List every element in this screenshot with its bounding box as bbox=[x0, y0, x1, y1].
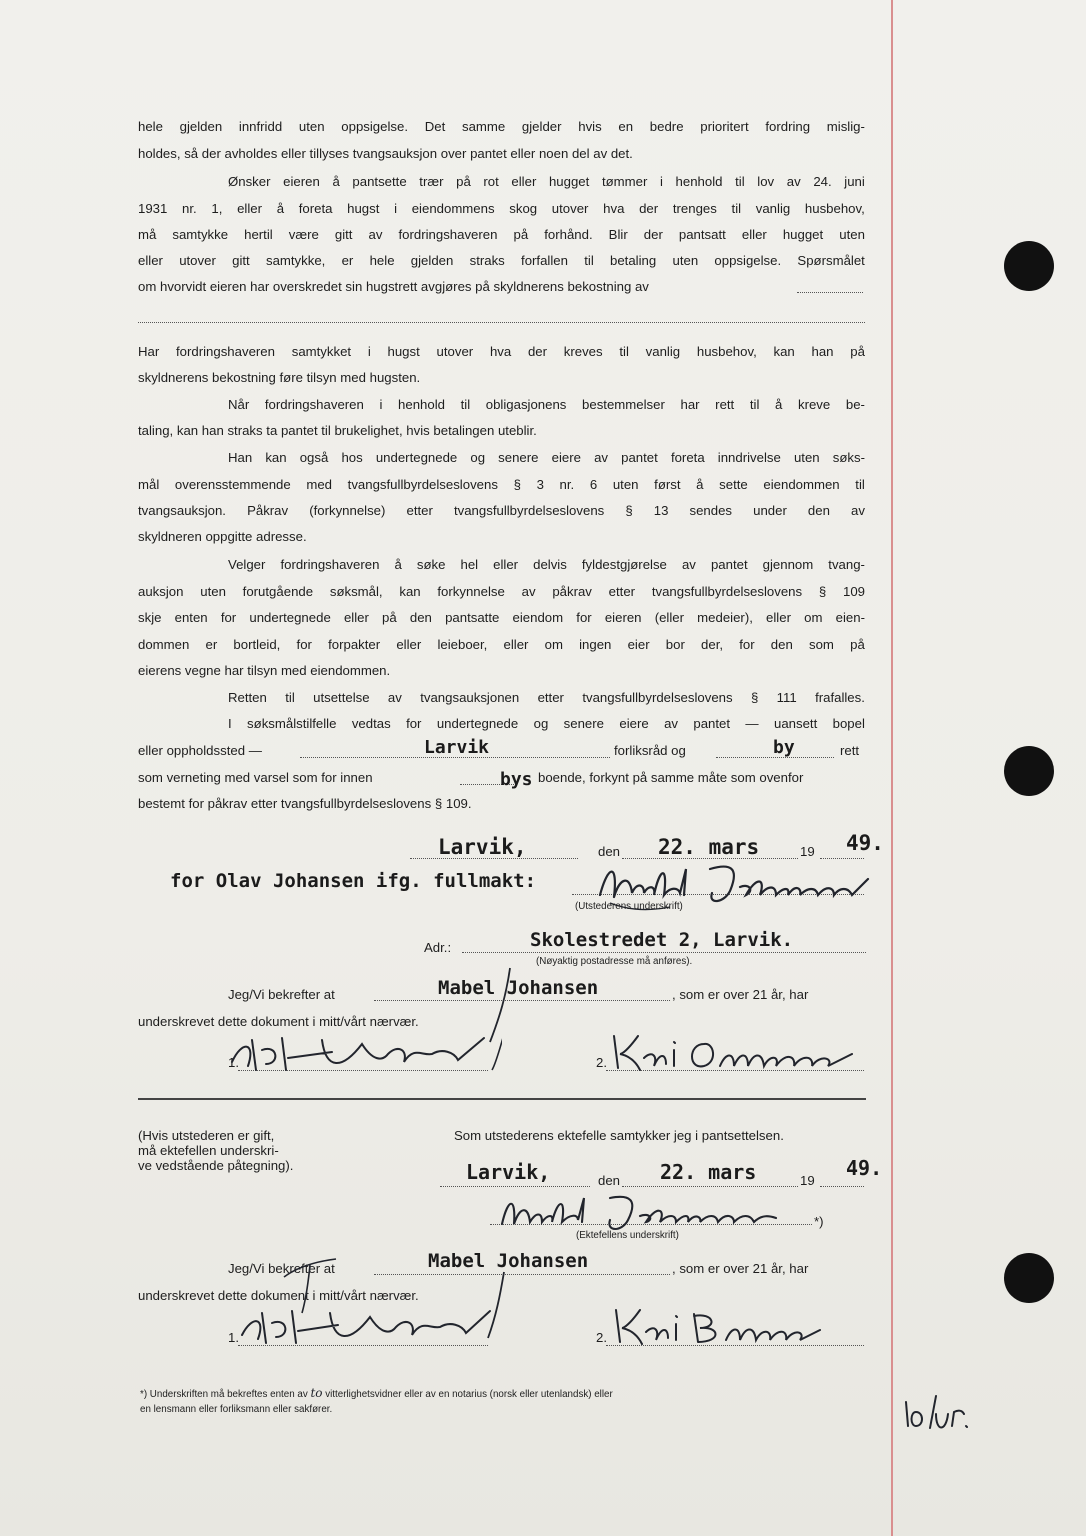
confirm-text: , som er over 21 år, har bbox=[672, 1261, 809, 1276]
text-line: eierens vegne har tilsyn med eiendommen. bbox=[138, 663, 391, 678]
blank-line bbox=[622, 1186, 798, 1187]
place-1: Larvik, bbox=[438, 835, 527, 859]
text-line: skyldneren oppgitte adresse. bbox=[138, 529, 307, 544]
witness-signature-2a bbox=[608, 1030, 868, 1078]
footnote: en lensmann eller forliksmann eller sakfører. bbox=[140, 1404, 333, 1415]
confirm-text: Jeg/Vi bekrefter at bbox=[228, 1261, 335, 1276]
red-margin-line bbox=[891, 0, 893, 1536]
spouse-consent-text: Som utstederens ektefelle samtykker jeg i pantsettelsen. bbox=[454, 1128, 784, 1143]
text-line: eller utover gitt samtykke, er hele gjelden straks forfallen til betaling uten oppsigelse. Spørsmålet bbox=[138, 253, 865, 268]
blank-line bbox=[138, 322, 865, 323]
text-line: taling, kan han straks ta pantet til brukelighet, hvis betalingen uteblir. bbox=[138, 423, 537, 438]
blank-line bbox=[797, 292, 863, 293]
text-line: Velger fordringshaveren å søke hel eller delvis fyldestgjørelse av pantet gjennom tvang- bbox=[228, 557, 865, 572]
text-line: må samtykke hertil være gitt av fordringshaveren på forhånd. Blir der pantsatt eller hugget uten bbox=[138, 227, 865, 242]
punch-hole-bottom bbox=[1004, 1253, 1054, 1303]
witness-number: 1. bbox=[228, 1055, 239, 1070]
blank-line bbox=[462, 952, 866, 953]
spouse-note: (Hvis utstederen er gift, bbox=[138, 1128, 275, 1143]
pen-stroke bbox=[480, 966, 520, 1046]
text-line: Han kan også hos undertegnede og senere eiere av pantet foreta inndrivelse uten søks- bbox=[228, 450, 865, 465]
text-line: auksjon uten forutgående søksmål, kan forkynnelse av påkrav etter tvangsfullbyrdelseslovens § 109 bbox=[138, 584, 865, 599]
blank-line bbox=[820, 1186, 864, 1187]
year-2: 49. bbox=[846, 1156, 883, 1180]
confirm-text: , som er over 21 år, har bbox=[672, 987, 809, 1002]
witness-name-1: Mabel Johansen bbox=[438, 977, 599, 999]
court-place: Larvik bbox=[424, 737, 490, 758]
witness-number: 2. bbox=[596, 1330, 607, 1345]
section-divider bbox=[138, 1098, 866, 1100]
address: Skolestredet 2, Larvik. bbox=[530, 929, 794, 951]
witness-number: 1. bbox=[228, 1330, 239, 1345]
date-1: 22. mars bbox=[658, 835, 760, 859]
text-line: Har fordringshaveren samtykket i hugst utover hva der kreves til vanlig husbehov, kan han på bbox=[138, 344, 865, 359]
place-2: Larvik, bbox=[466, 1160, 551, 1184]
margin-note bbox=[902, 1392, 968, 1432]
confirm-text: Jeg/Vi bekrefter at bbox=[228, 987, 335, 1002]
witness-name-2: Mabel Johansen bbox=[428, 1250, 589, 1272]
text-line: Når fordringshaveren i henhold til obligasjonens bestemmelser har rett til å kreve be- bbox=[228, 397, 865, 412]
century-label: 19 bbox=[800, 1173, 815, 1188]
punch-hole-middle bbox=[1004, 746, 1054, 796]
text-line: skje enten for undertegnede eller på den pantsatte eiendom for eieren (eller medeier), eller om eien- bbox=[138, 610, 865, 625]
text-line: mål overensstemmende med tvangsfullbyrdelseslovens § 3 nr. 6 uten først å sette eiendommen til bbox=[138, 477, 865, 492]
witness-signature-1b bbox=[232, 1305, 502, 1351]
text-line: skyldnerens bekostning føre tilsyn med hugsten. bbox=[138, 370, 421, 385]
text-line: Retten til utsettelse av tvangsauksjonen etter tvangsfullbyrdelseslovens § 111 frafalles. bbox=[228, 690, 865, 705]
text-line: hele gjelden innfridd uten oppsigelse. Det samme gjelder hvis en bedre prioritert fordring mislig- bbox=[138, 119, 865, 134]
text-line: om hvorvidt eieren har overskredet sin hugstrett avgjøres på skyldnerens bekostning av bbox=[138, 279, 649, 294]
venue: bys bbox=[500, 769, 533, 790]
spouse-signature-marker: *) bbox=[814, 1214, 824, 1229]
blank-line bbox=[374, 1000, 670, 1001]
spouse-signature-caption: (Ektefellens underskrift) bbox=[576, 1230, 679, 1241]
text-fragment: rett bbox=[840, 743, 860, 758]
blank-line bbox=[374, 1274, 670, 1275]
court-type: by bbox=[773, 737, 795, 758]
year-1: 49. bbox=[846, 831, 884, 855]
text-line: dommen er bortleid, for forpakter eller leieboer, eller om ingen eier bor der, for den som på bbox=[138, 637, 865, 652]
den-label: den bbox=[598, 1173, 621, 1188]
proxy-text: for Olav Johansen ifg. fullmakt: bbox=[170, 870, 537, 892]
pen-stroke bbox=[480, 1270, 510, 1340]
text-line: tvangsauksjon. Påkrav (forkynnelse) etter tvangsfullbyrdelseslovens § 13 sendes under den av bbox=[138, 503, 865, 518]
witness-signature-1a bbox=[222, 1030, 502, 1080]
issuer-signature-caption: (Utstederens underskrift) bbox=[575, 901, 683, 912]
footnote-text: vitterlighetsvidner eller av en notarius (norsk eller utenlandsk) eller bbox=[325, 1389, 613, 1400]
pen-stroke bbox=[280, 1255, 340, 1315]
adr-label: Adr.: bbox=[424, 940, 452, 955]
century-label: 19 bbox=[800, 844, 815, 859]
text-fragment: som verneting med varsel som for innen bbox=[138, 770, 373, 785]
den-label: den bbox=[598, 844, 621, 859]
spouse-note: ve vedstående påtegning). bbox=[138, 1158, 294, 1173]
footnote bbox=[140, 1388, 613, 1400]
footnote-to: to bbox=[310, 1386, 323, 1400]
punch-hole-top bbox=[1004, 241, 1054, 291]
signature-spouse bbox=[494, 1190, 814, 1234]
text-line: 1931 nr. 1, eller å foreta hugst i eiendommens skog utover hva der trenges til vanlig husbehov, bbox=[138, 201, 865, 216]
witness-number: 2. bbox=[596, 1055, 607, 1070]
witness-signature-2b bbox=[610, 1306, 830, 1350]
spouse-note: må ektefellen underskri- bbox=[138, 1143, 279, 1158]
footnote-text: *) Underskriften må bekreftes enten av bbox=[140, 1389, 308, 1400]
text-fragment: forliksråd og bbox=[614, 743, 686, 758]
confirm-text: underskrevet dette dokument i mitt/vårt nærvær. bbox=[138, 1288, 419, 1303]
text-line: Ønsker eieren å pantsette trær på rot eller hugget tømmer i henhold til lov av 24. juni bbox=[228, 174, 865, 189]
text-fragment: bestemt for påkrav etter tvangsfullbyrdelseslovens § 109. bbox=[138, 796, 472, 811]
address-caption: (Nøyaktig postadresse må anføres). bbox=[536, 956, 693, 967]
confirm-text: underskrevet dette dokument i mitt/vårt nærvær. bbox=[138, 1014, 419, 1029]
text-fragment: boende, forkynt på samme måte som ovenfor bbox=[538, 770, 804, 785]
date-2: 22. mars bbox=[660, 1160, 757, 1184]
text-line: holdes, så der avholdes eller tillyses tvangsauksjon over pantet eller noen del av det. bbox=[138, 146, 633, 161]
text-line: I søksmålstilfelle vedtas for undertegnede og senere eiere av pantet — uansett bopel bbox=[228, 716, 865, 731]
blank-line bbox=[440, 1186, 590, 1187]
text-fragment: eller oppholdssted — bbox=[138, 743, 262, 758]
